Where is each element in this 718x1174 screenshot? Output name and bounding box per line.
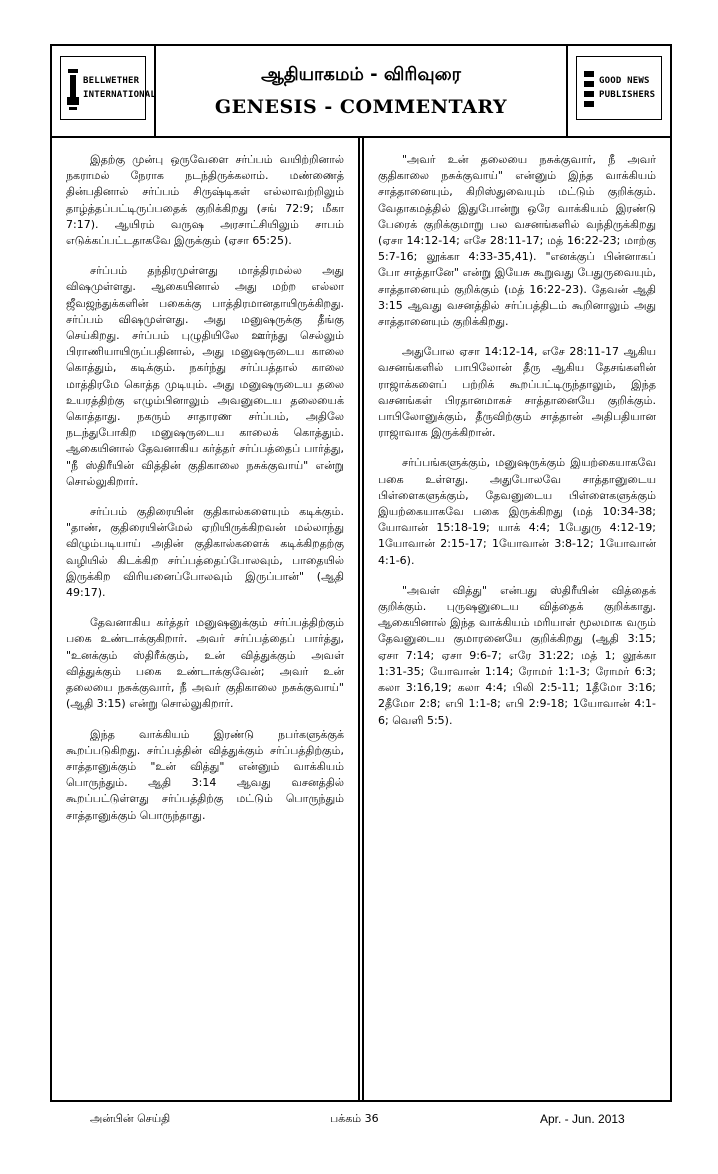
paragraph: "அவர் உன் தலையை நசுக்குவார், நீ அவர் குதிகாலை நசுக்குவாய்" என்னும் இந்த வாக்கியம் சாத்தானையும், கிறிஸ்துவையும் மட்டும் குறிக்கும். வேதாகமத்தில் இதுபோன்று ஒரே வாக்கியம் இரண்டு பேரைக் குறிக்குமாறு பல வசனங்களில் வந்திருக்கிறது (ஏசா 14:12-14; எசே 28:11-17; மத் 16:22-23; மாற்கு 5:7-16; லூக்கா 4:33-35,41). "எனக்குப் பின்னாகப் போ சாத்தானே" என்று இயேசு கூறுவது பேதுருவையும், சாத்தானையும் குறிக்கும் (மத் 16:22-23). தேவன் ஆதி 3:15 ஆவது வசனத்தில் சர்ப்பத்திடம் கூறினாலும் அது சாத்தானையும் குறிக்கிறது. (378, 153, 656, 329)
bellwether-logo-panel (52, 46, 156, 136)
bellwether-logo-line1: BELLWETHER (83, 76, 140, 86)
paragraph: அதுபோல ஏசா 14:12-14, எசே 28:11-17 ஆகிய வசனங்களில் பாபிலோன் தீரு ஆகிய தேசங்களின் ராஜாக்களைப் பற்றிக் கூறப்பட்டிருந்தாலும், இந்த வசனங்கள் பிரதானமாகச் சாத்தானையே குறிக்கும். பாபிலோனுக்கும், தீருவிற்கும் சாத்தான் அதிபதியான ராஜாவாக இருக்கிறான். (378, 345, 656, 440)
header-title-area (156, 46, 566, 136)
bellwether-logo (60, 56, 157, 120)
paragraph: இந்த வாக்கியம் இரண்டு நபர்களுக்குக் கூறப்படுகிறது. சர்ப்பத்தின் வித்துக்கும் சர்ப்பத்திற்கும், சாத்தானுக்கும் "உன் வித்து" என்னும் வாக்கியம் பொருந்தும். ஆதி 3:14 ஆவது வசனத்தில் கூறப்பட்டுள்ளது சர்ப்பத்திற்கு மட்டும் பொருந்தும் சாத்தானுக்கும் பொருந்தாது. (66, 727, 344, 822)
paragraph: இதற்கு முன்பு ஒருவேளை சர்ப்பம் வயிற்றினால் நகராமல் நேராக நடந்திருக்கலாம். மண்ணைத் தின்பதினால் சர்ப்பம் சிருஷ்டிகள் எல்லாவற்றிலும் தாழ்த்தப்பட்டிருப்பதைக் குறிக்கிறது (சங் 72:9; மீகா 7:17). ஆயிரம் வருஷ அரசாட்சியிலும் சாபம் எடுக்கப்பட்டதாகவே இருக்கும் (ஏசா 65:25). (66, 153, 344, 248)
book-icon (583, 65, 595, 113)
bell-icon (67, 65, 79, 113)
goodnews-logo (576, 56, 662, 120)
paragraph: சர்ப்பங்களுக்கும், மனுஷருக்கும் இயற்கையாகவே பகை உள்ளது. அதுபோலவே சாத்தானுடைய பிள்ளைகளுக்கும், தேவனுடைய பிள்ளைகளுக்கும் இயற்கையாகவே பகை இருக்கிறது (மத் 10:34-38; யோவான் 15:18-19; யாக் 4:4; 1பேதுரு 4:12-19; 1யோவான் 2:15-17; 1யோவான் 3:8-12; 1யோவான் 4:1-6). (378, 456, 656, 567)
paragraph: தேவனாகிய கர்த்தர் மனுஷனுக்கும் சர்ப்பத்திற்கும் பகை உண்டாக்குகிறார். அவர் சர்ப்பத்தைப் பார்த்து, "உனக்கும் ஸ்திரீக்கும், உன் வித்துக்கும் அவள் வித்துக்கும் பகை உண்டாக்குவேன்; அவர் உன் தலையை நசுக்குவார், நீ அவர் குதிகாலை நசுக்குவாய்" (ஆதி 3:15) என்று சொல்லுகிறார். (66, 616, 344, 711)
footer-magazine-name: அன்பின் செய்தி (90, 1112, 171, 1125)
footer-page-number: பக்கம் 36 (330, 1112, 379, 1125)
footer-issue-date: Apr. - Jun. 2013 (540, 1112, 625, 1126)
goodnews-logo-line1: GOOD NEWS (599, 76, 650, 86)
text-columns (52, 138, 670, 1100)
title-tamil: ஆதியாகமம் - விரிவுரை (261, 64, 461, 85)
right-column (364, 138, 670, 1100)
bellwether-logo-line2: INTERNATIONAL (83, 90, 157, 100)
goodnews-logo-line2: PUBLISHERS (599, 90, 656, 100)
page-header (52, 46, 670, 138)
title-english: GENESIS - COMMENTARY (214, 96, 508, 118)
goodnews-logo-panel (566, 46, 670, 136)
paragraph: சர்ப்பம் குதிரையின் குதிகால்களையும் கடிக்கும். "தாண், குதிரையின்மேல் ஏறியிருக்கிறவன் மல்லாந்து விழும்படியாய் அதின் குதிகால்களைக் கடிக்கிறதற்கு வழியில் கிடக்கிற சர்ப்பத்தைப்போலவும், பாதையில் இருக்கிற விரியனைப்போலவும் இருப்பான்" (ஆதி 49:17). (66, 505, 344, 600)
left-column (52, 138, 358, 1100)
page-frame (50, 44, 672, 1102)
paragraph: சர்ப்பம் தந்திரமுள்ளது மாத்திரமல்ல அது விஷமுள்ளது. ஆகையினால் அது மற்ற எல்லா ஜீவஜந்துக்களின் பகைக்கு பாத்திரமானதாயிருக்கிறது. சர்ப்பம் விஷமுள்ளது. அது மனுஷருக்கு தீங்கு செய்கிறது. சர்ப்பம் புழுதியிலே ஊர்ந்து செல்லும் பிராணியாயிருப்பதினால், அது மனுஷருடைய காலை கொத்தும், கடிக்கும். நகர்ந்து சர்ப்பத்தால் காலை மாத்திரமே கொத்த முடியும். அது மனுஷருடைய தலை உயரத்திற்கு எழும்பினாலும் அவனுடைய தலையைக் கொத்தாது. நகரும் சாதாரண சர்ப்பம், அதிலே நடந்துபோகிற மனுஷருடைய காலைக் கொத்தும். ஆகையினால் தேவனாகிய கர்த்தர் சர்ப்பத்தைப் பார்த்து, "நீ ஸ்திரீயின் வித்தின் குதிகாலை நசுக்குவாய்" என்று சொல்லுகிறார். (66, 264, 344, 488)
paragraph: "அவள் வித்து" என்பது ஸ்திரீயின் வித்தைக் குறிக்கும். புருஷனுடைய வித்தைக் குறிக்காது. ஆகையினால் இந்த வாக்கியம் மரியாள் மூலமாக வரும் தேவனுடைய குமாரனையே குறிக்கிறது (ஆதி 3:15; ஏசா 7:14; ஏசா 9:6-7; எரே 31:22; மத் 1; லூக்கா 1:31-35; யோவான் 1:14; ரோமர் 1:1-3; ரோமர் 6:3; கலா 3:16,19; கலா 4:4; பிலி 2:5-11; 1தீமோ 3:16; 2தீமோ 2:8; எபி 1:1-8; எபி 2:9-18; 1யோவான் 4:1-6; வெளி 5:5). (378, 583, 656, 727)
